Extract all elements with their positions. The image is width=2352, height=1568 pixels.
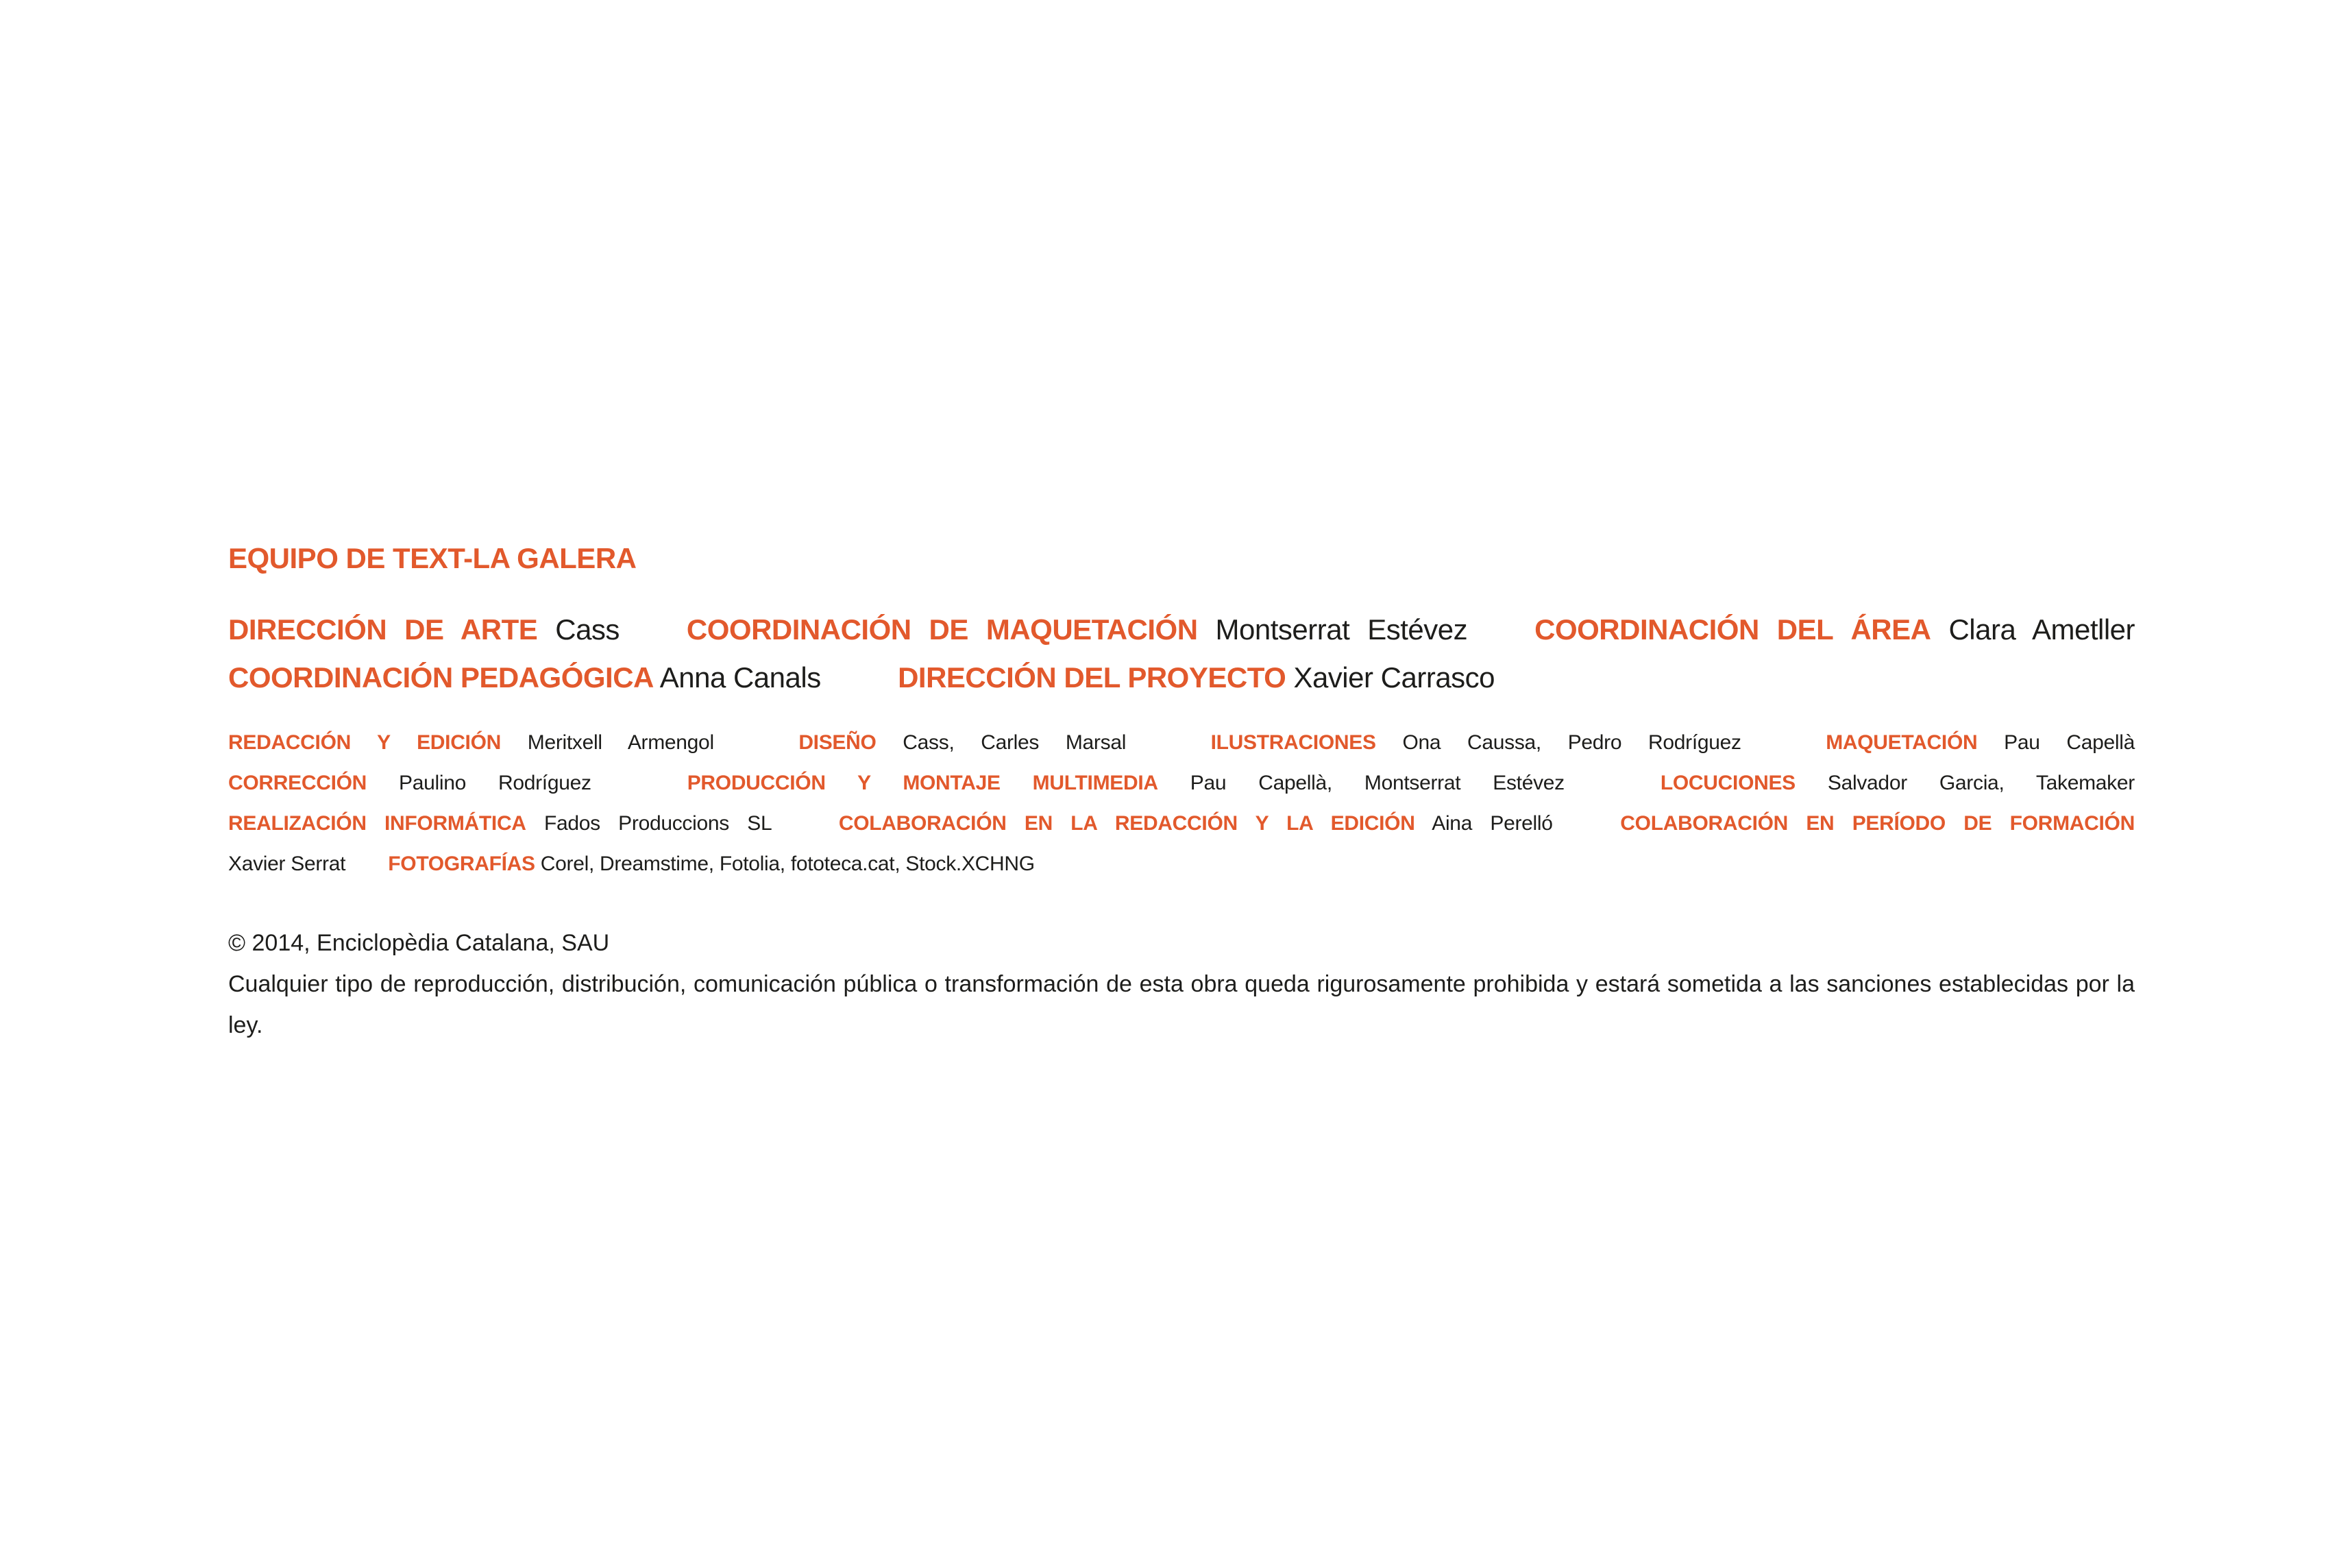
secondary-credits-line-4 [228, 844, 2135, 884]
credit-entry [898, 661, 1495, 694]
secondary-credits-block [228, 722, 2135, 884]
credit-label: DIRECCIÓN DE ARTE [228, 613, 538, 646]
credit-value: Corel, Dreamstime, Fotolia, fototeca.cat, Stock.XCHNG [540, 853, 1035, 875]
copyright-line: © 2014, Enciclopèdia Catalana, SAU [228, 930, 610, 956]
secondary-credits-line-2 [228, 763, 2135, 803]
credit-value: Xavier Serrat [228, 853, 346, 875]
primary-credits-line-2 [228, 654, 2135, 702]
credit-value: Montserrat Estévez [1215, 613, 1468, 646]
credits-content [228, 541, 2135, 1046]
credit-value: Cass, Carles Marsal [903, 731, 1127, 754]
credit-label: COORDINACIÓN DEL ÁREA [1534, 613, 1931, 646]
secondary-credits-line-1 [228, 722, 2135, 763]
credit-entry [228, 772, 591, 794]
credit-label: DISEÑO [798, 731, 877, 754]
credit-label: COORDINACIÓN DE MAQUETACIÓN [686, 613, 1198, 646]
credit-entry [687, 613, 1467, 646]
credit-entry [839, 812, 1553, 835]
credit-value: Anna Canals [659, 661, 821, 694]
credit-value: Clara Ametller [1948, 613, 2135, 646]
page-title: EQUIPO DE TEXT-LA GALERA [228, 542, 637, 574]
credit-value: Cass [555, 613, 620, 646]
credit-entry [687, 772, 1565, 794]
credit-value: Xavier Carrasco [1293, 661, 1495, 694]
credit-entry [228, 661, 821, 694]
credit-value: Paulino Rodríguez [399, 772, 591, 794]
credit-entry [1211, 731, 1741, 754]
credit-entry [228, 613, 620, 646]
credit-label: ILUSTRACIONES [1210, 731, 1376, 754]
credit-value: Ona Caussa, Pedro Rodríguez [1402, 731, 1741, 754]
credit-value: Pau Capellà, Montserrat Estévez [1190, 772, 1565, 794]
credit-label: REDACCIÓN Y EDICIÓN [228, 731, 501, 754]
credit-value: Pau Capellà [2004, 731, 2135, 754]
credit-entry [1826, 731, 2135, 754]
credit-value: Salvador Garcia, Takemaker [1827, 772, 2135, 794]
credit-label: COLABORACIÓN EN PERÍODO DE FORMACIÓN [1620, 812, 2135, 835]
credit-label: COLABORACIÓN EN LA REDACCIÓN Y LA EDICIÓN [838, 812, 1415, 835]
credit-label: CORRECCIÓN [228, 772, 367, 794]
secondary-credits-line-3 [228, 803, 2135, 844]
copyright-block [228, 922, 2135, 1046]
credit-entry [1534, 613, 2135, 646]
credit-label: LOCUCIONES [1660, 772, 1796, 794]
credit-label: MAQUETACIÓN [1826, 731, 1978, 754]
credit-entry [228, 731, 714, 754]
primary-credits-block [228, 606, 2135, 702]
credit-entry [1661, 772, 2135, 794]
credit-label: FOTOGRAFÍAS [388, 853, 535, 875]
credit-value: Aina Perelló [1432, 812, 1553, 835]
credit-label: COORDINACIÓN PEDAGÓGICA [228, 661, 654, 694]
credit-label: PRODUCCIÓN Y MONTAJE MULTIMEDIA [687, 772, 1158, 794]
credit-entry [388, 853, 1035, 875]
legal-notice: Cualquier tipo de reproducción, distribución, comunicación pública o transformación de esta obra queda rigurosamente prohibida y estará sometida a las sanciones establecidas por la ley. [228, 971, 2135, 1038]
primary-credits-line-1 [228, 606, 2135, 654]
credit-label: REALIZACIÓN INFORMÁTICA [228, 812, 526, 835]
credit-value: Meritxell Armengol [527, 731, 714, 754]
credit-entry [228, 812, 771, 835]
credit-value: Fados Produccions SL [543, 812, 772, 835]
credit-entry [798, 731, 1126, 754]
credit-label: DIRECCIÓN DEL PROYECTO [898, 661, 1286, 694]
